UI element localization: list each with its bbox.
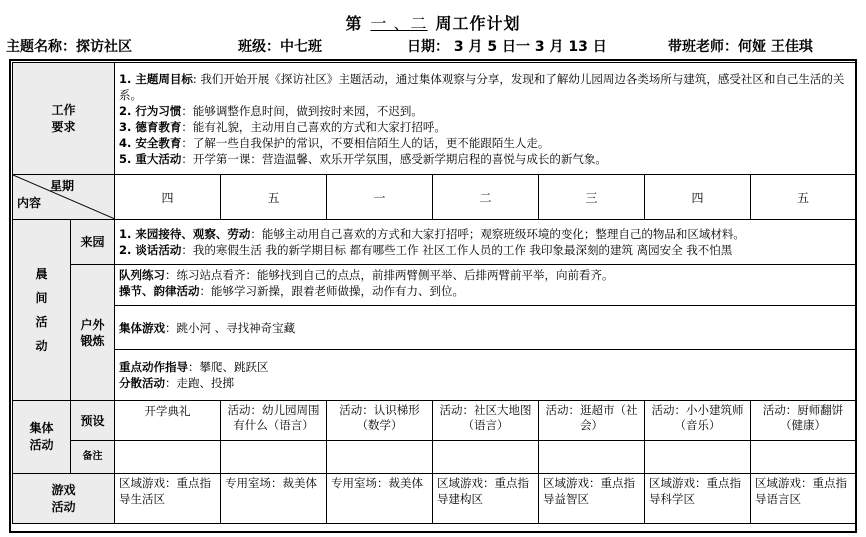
- day-header: 五: [221, 175, 327, 220]
- focus-row: [13, 350, 856, 401]
- games-label: [13, 474, 115, 524]
- work-label: [13, 63, 115, 175]
- outdoor-label: [71, 265, 115, 401]
- notes-label-text: 备注: [82, 451, 103, 462]
- weekday-row: [13, 175, 856, 220]
- group-game: [115, 306, 856, 350]
- preset-cell: 活动：小小建筑师（音乐）: [645, 401, 751, 441]
- day-header: 四: [645, 175, 751, 220]
- day-header: 四: [115, 175, 221, 220]
- game-cell: 专用室场：裁美体: [327, 474, 433, 524]
- notes-label: [71, 441, 115, 474]
- focus-line: 重点动作指导：攀爬、跳跃区: [119, 360, 269, 374]
- arrival-line: 1. 来园接待、观察、劳动：能够主动用自己喜欢的方式和大家打招呼；观察班级环境的变化；整理自己的物品和区域材料。: [119, 227, 745, 241]
- work-item: 5. 重大活动：开学第一课：营造温馨、欢乐开学氛围，感受新学期启程的喜悦与成长的新气象。: [119, 151, 607, 166]
- arrival-label: [71, 220, 115, 265]
- title-weeks: 一 、二: [370, 14, 428, 33]
- preset-row: [13, 401, 856, 441]
- preset-label: [71, 401, 115, 441]
- arrival-content: [115, 220, 856, 265]
- corner-top: 星期: [49, 179, 74, 193]
- arrival-label-text: 来园: [80, 235, 105, 249]
- preset-cell: 活动：幼儿园周围有什么（语言）: [221, 401, 327, 441]
- notes-row: [13, 441, 856, 474]
- morning-label: [13, 220, 71, 401]
- games-label-text: 游戏活动: [51, 482, 76, 514]
- game-cell: 区域游戏：重点指导语言区: [751, 474, 856, 524]
- preset-cell: 活动：社区大地图（语言）: [433, 401, 539, 441]
- outdoor-label-text: 户外锻炼: [80, 317, 105, 348]
- preset-cell: 活动：厨师翻饼（健康）: [751, 401, 856, 441]
- talk-line: 2. 谈话活动：我的寒假生活 我的新学期目标 都有哪些工作 社区工作人员的工作 我印象最深刻的建筑 离园安全 我不怕黑: [119, 243, 733, 257]
- focus-content: [115, 350, 856, 401]
- notes-cell: [221, 441, 327, 474]
- date-range: 日期： 3 月 5 日一 3 月 13 日: [407, 39, 607, 55]
- day-header: 一: [327, 175, 433, 220]
- corner-cell: [13, 175, 115, 220]
- title-prefix: 第: [345, 14, 363, 33]
- game-cell: 区域游戏：重点指导生活区: [115, 474, 221, 524]
- split-line: 分散活动：走跑、投掷: [119, 376, 234, 390]
- group-game-row: [13, 306, 856, 350]
- work-item: 4. 安全教育：了解一些自我保护的常识，不要相信陌生人的话，更不能跟陌生人走。: [119, 135, 550, 150]
- game-cell: 区域游戏：重点指导建构区: [433, 474, 539, 524]
- day-header: 五: [751, 175, 856, 220]
- group-game-line: 集体游戏：跳小河 、寻找神奇宝藏: [119, 320, 296, 335]
- games-row: [13, 474, 856, 524]
- work-item: 2. 行为习惯：能够调整作息时间，做到按时来园，不迟到。: [119, 103, 423, 118]
- drill-line: 队列练习：练习站点看齐：能够找到自己的点点，前排两臂侧平举、后排两臂前平举，向前看齐。: [119, 268, 614, 282]
- game-cell: 专用室场：裁美体: [221, 474, 327, 524]
- preset-cell: 开学典礼: [115, 401, 221, 441]
- preset-label-text: 预设: [80, 413, 105, 428]
- arrival-row: [13, 220, 856, 265]
- teachers: 带班老师：何娅 王佳琪: [668, 39, 813, 55]
- theme-name: 主题名称：探访社区: [6, 39, 132, 55]
- game-cell: 区域游戏：重点指导科学区: [645, 474, 751, 524]
- group-activity-label-text: 集体活动: [29, 421, 54, 452]
- notes-cell: [645, 441, 751, 474]
- gym-line: 操节、韵律活动：能够学习新操，跟着老师做操，动作有力、到位。: [119, 284, 464, 298]
- preset-cell: 活动：认识梯形（数学）: [327, 401, 433, 441]
- title-suffix: 周工作计划: [435, 14, 521, 33]
- weekly-plan-table: [12, 62, 856, 524]
- work-item: 3. 德育教育：能有礼貌，主动用自己喜欢的方式和大家打招呼。: [119, 119, 446, 134]
- game-cell: 区域游戏：重点指导益智区: [539, 474, 645, 524]
- outdoor-drill: [115, 265, 856, 306]
- class-name: 班级：中七班: [238, 39, 322, 55]
- work-label-text: 工作要求: [51, 102, 76, 134]
- work-items: [115, 63, 856, 175]
- day-header: 三: [539, 175, 645, 220]
- morning-label-text: 晨间活动: [35, 267, 48, 353]
- outdoor-row: [13, 265, 856, 306]
- corner-bottom: 内容: [17, 196, 42, 210]
- page-title: [0, 11, 866, 34]
- notes-cell: [327, 441, 433, 474]
- work-row: [13, 63, 856, 175]
- work-item: 1. 主题周目标: 我们开始开展《探访社区》主题活动，通过集体观察与分享，发现和了解幼儿园周边各类场所与建筑，感受社区和自己生活的关系。: [119, 71, 845, 102]
- preset-cell: 活动：逛超市（社会）: [539, 401, 645, 441]
- notes-cell: [751, 441, 856, 474]
- day-header: 二: [433, 175, 539, 220]
- notes-cell: [539, 441, 645, 474]
- notes-cell: [115, 441, 221, 474]
- plan-header: [0, 36, 866, 56]
- group-activity-label: [13, 401, 71, 474]
- notes-cell: [433, 441, 539, 474]
